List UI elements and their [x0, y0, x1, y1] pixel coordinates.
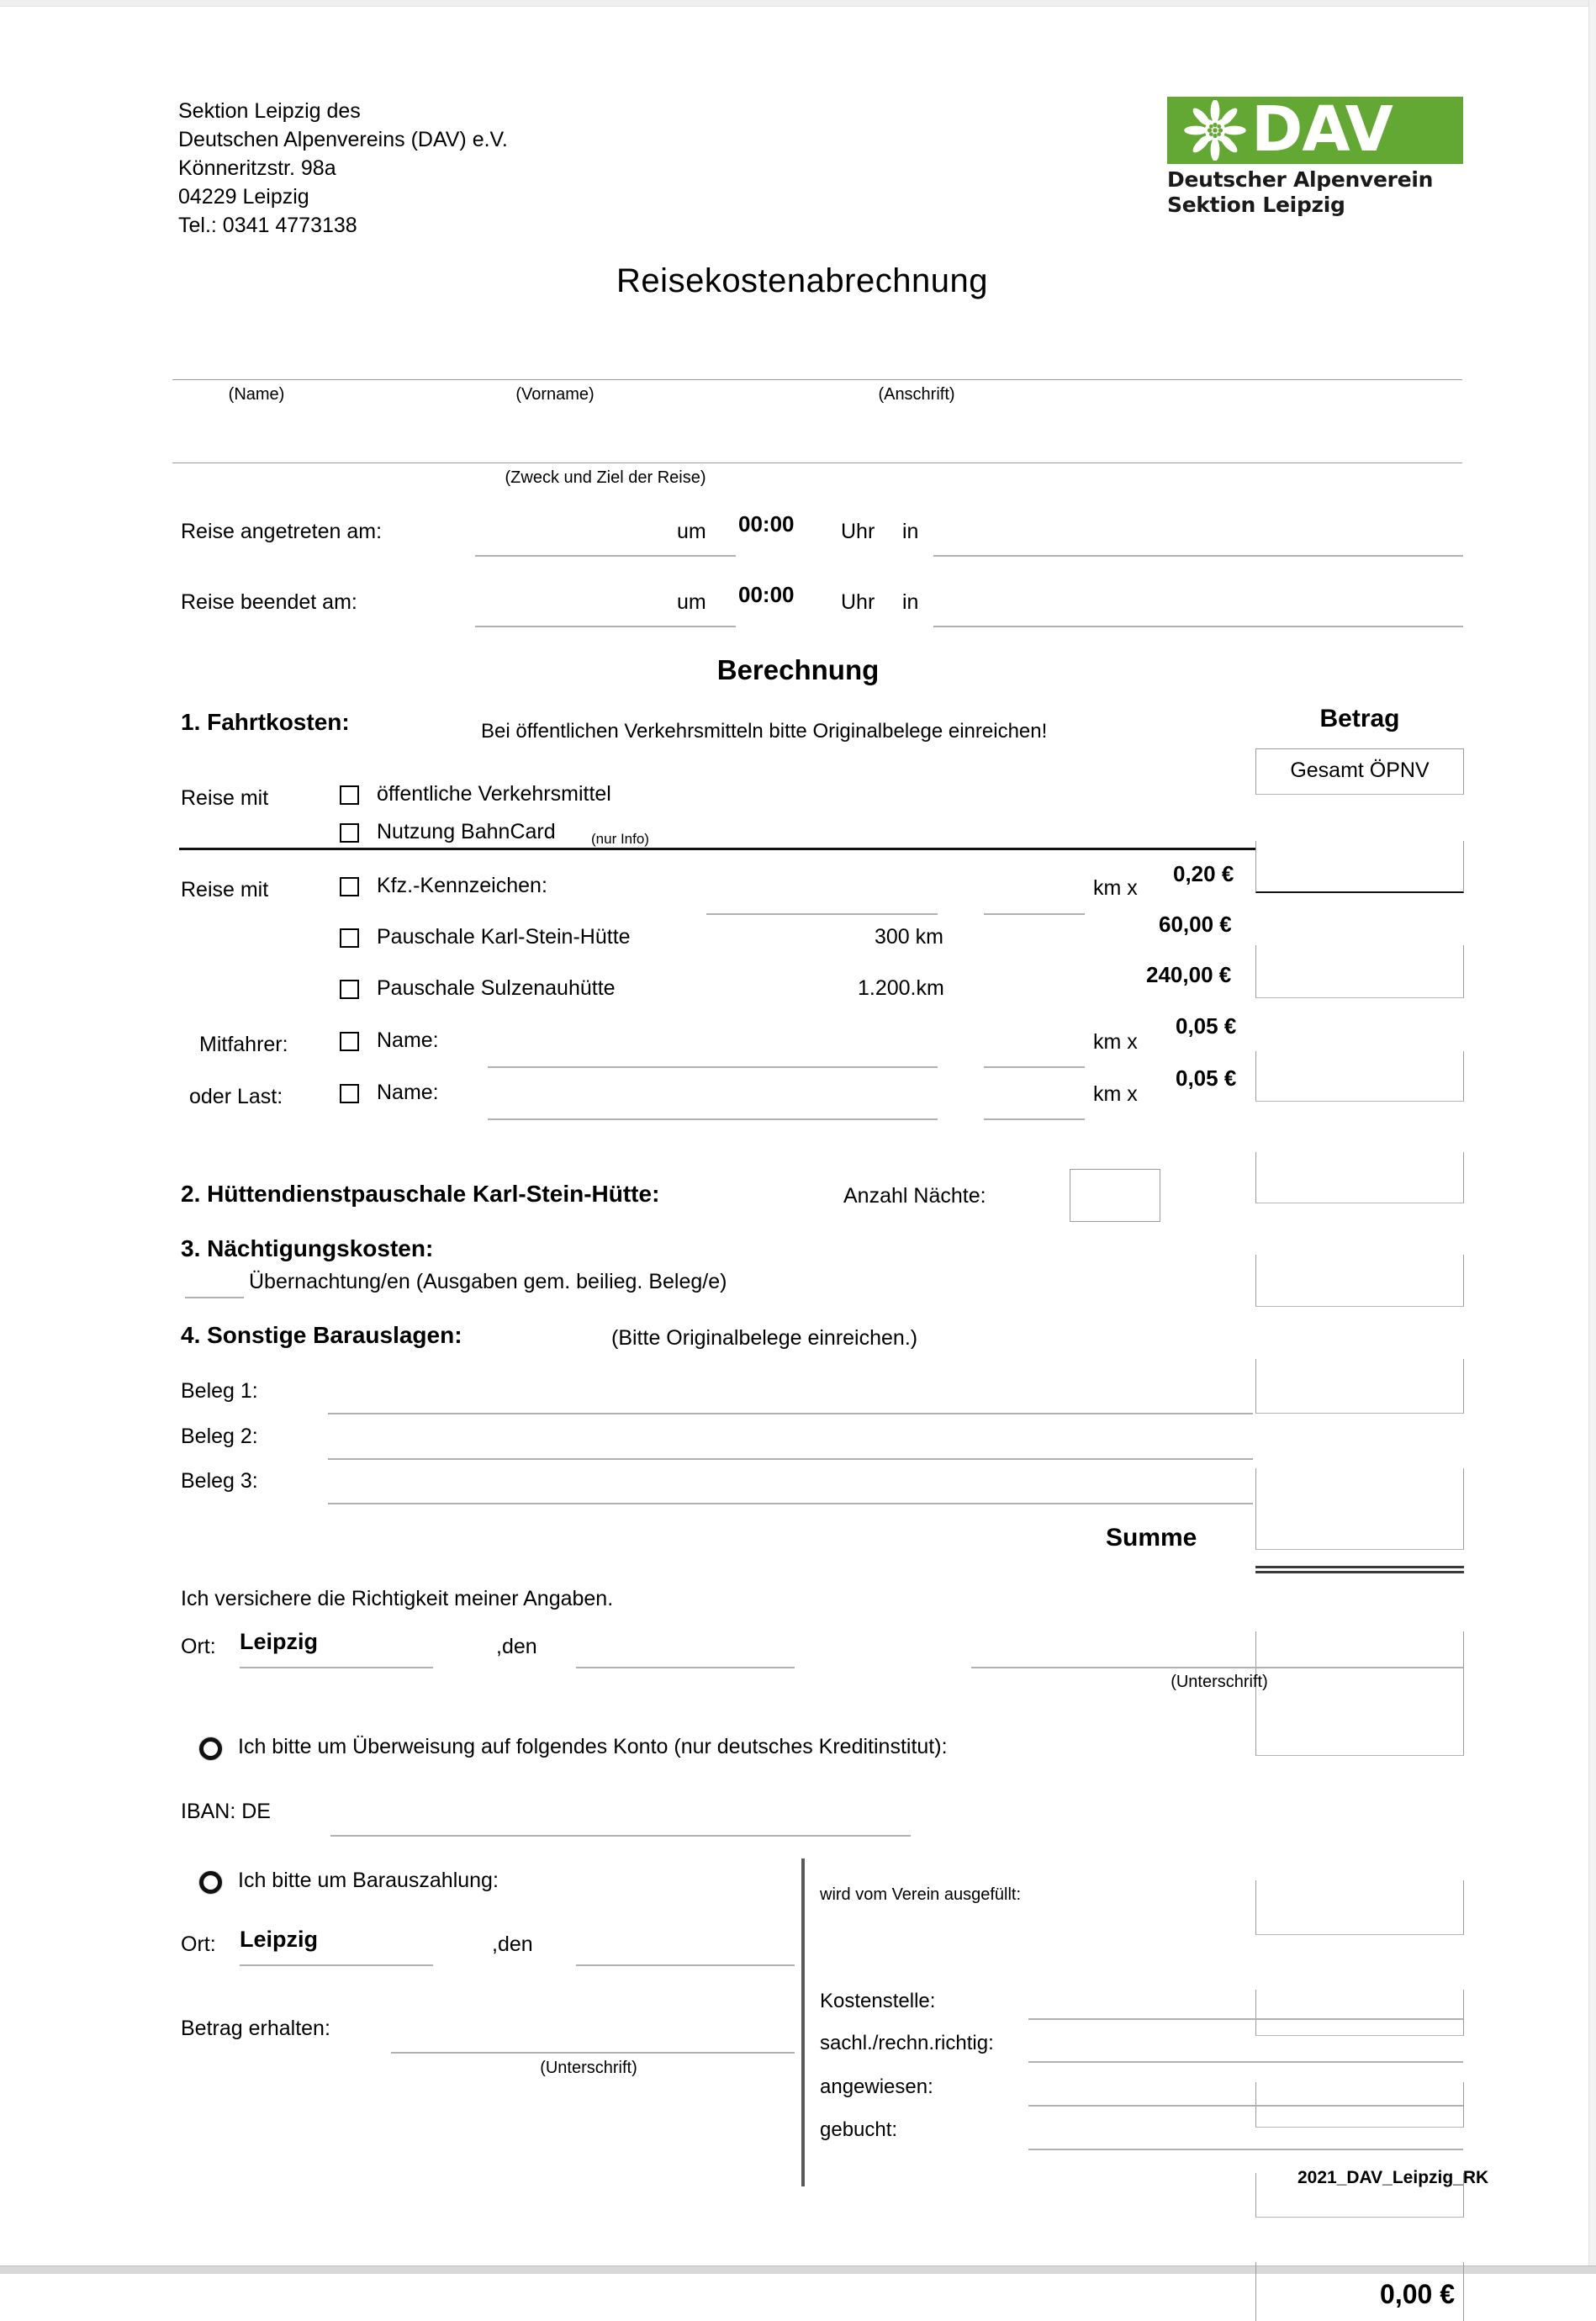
sender-address-block	[178, 97, 508, 240]
sign1-signature-underline	[971, 1667, 1463, 1668]
checkbox-nutzung-bahncard[interactable]	[340, 823, 359, 843]
purpose-caption: (Zweck und Ziel der Reise)	[505, 468, 706, 487]
naechtigung-count-underline	[185, 1297, 244, 1298]
sender-line-4: 04229 Leipzig	[178, 185, 309, 209]
betrag-cell-sulzenauhuette[interactable]	[1255, 1152, 1464, 1203]
kfz-field-underline	[706, 913, 938, 915]
payment-transfer-label: Ich bitte um Überweisung auf folgendes Konto (nur deutsches Kreditinstitut):	[238, 1735, 948, 1758]
mitfahrer-km-underline	[984, 1066, 1085, 1068]
beleg-2-input[interactable]	[328, 1425, 1253, 1457]
row-oder-last-kmx: km x	[1093, 1082, 1138, 1106]
oder-last-km-underline	[984, 1118, 1085, 1120]
beleg-2-label: Beleg 2:	[181, 1425, 258, 1448]
iban-underline	[330, 1835, 911, 1837]
name-input[interactable]	[172, 349, 441, 378]
betrag-cell-huettendienstpauschale[interactable]	[1255, 1468, 1464, 1550]
row-bahncard-label: Nutzung BahnCard	[377, 820, 556, 843]
anzahl-naechte-label: Anzahl Nächte:	[843, 1184, 986, 1208]
trip-end-in-label: in	[902, 590, 919, 614]
beleg-3-label: Beleg 3:	[181, 1469, 258, 1493]
row-karl-stein-rate: 60,00 €	[1159, 912, 1232, 937]
row-oder-last-lead: oder Last:	[189, 1085, 283, 1108]
sign1-ort-label: Ort:	[181, 1635, 216, 1658]
sign1-den-input[interactable]	[576, 1635, 795, 1665]
row-sulzenau-km: 1.200.km	[858, 976, 944, 1000]
office-underline-sachlich-richtig	[1028, 2061, 1463, 2063]
page-right-band	[1588, 0, 1596, 2274]
betrag-cell-oder-last[interactable]	[1255, 1359, 1464, 1414]
trip-end-label: Reise beendet am:	[181, 590, 357, 614]
oder-last-name-input[interactable]	[488, 1085, 938, 1117]
row-kfz-rate: 0,20 €	[1173, 861, 1234, 886]
footer-form-code: 2021_DAV_Leipzig_RK	[1297, 2168, 1489, 2187]
gesamt-oepnv-label: Gesamt ÖPNV	[1290, 759, 1430, 782]
beleg-1-input[interactable]	[328, 1379, 1253, 1411]
sign1-den-label: ,den	[496, 1635, 537, 1658]
anzahl-naechte-input[interactable]	[1070, 1169, 1160, 1222]
office-input-angewiesen[interactable]	[1028, 2073, 1463, 2103]
sign1-den-underline	[576, 1667, 795, 1668]
trip-start-label: Reise angetreten am:	[181, 520, 383, 543]
name-row-rule	[172, 379, 1462, 380]
betrag-cell-summe	[1255, 2262, 1464, 2321]
dav-logo-subtitle-1: Deutscher Alpenverein	[1167, 167, 1434, 192]
row-oder-last-rate: 0,05 €	[1176, 1065, 1237, 1091]
dav-logo-mark	[1167, 93, 1463, 166]
office-label-sachlich-richtig: sachl./rechn.richtig:	[820, 2032, 994, 2054]
section-4-note: (Bitte Originalbelege einreichen.)	[611, 1326, 918, 1350]
office-heading: wird vom Verein ausgefüllt:	[820, 1885, 1022, 1904]
radio-ueberweisung[interactable]	[199, 1737, 222, 1760]
sign1-ort-value[interactable]: Leipzig	[240, 1629, 318, 1654]
trip-end-uhr-label: Uhr	[841, 590, 875, 614]
row-kfz-lead: Reise mit	[181, 878, 269, 901]
sign2-received-underline	[391, 2052, 795, 2054]
section-3-title: 3. Nächtigungskosten:	[181, 1235, 434, 1261]
trip-start-uhr-label: Uhr	[841, 520, 875, 543]
calculation-heading: Berechnung	[716, 654, 880, 685]
beleg-3-input[interactable]	[328, 1469, 1253, 1501]
section-1-title: 1. Fahrtkosten:	[181, 709, 350, 735]
sign2-ort-value[interactable]: Leipzig	[240, 1927, 318, 1952]
office-underline-gebucht	[1028, 2149, 1463, 2150]
iban-label: IBAN: DE	[181, 1800, 271, 1823]
betrag-cell-kfz[interactable]	[1255, 945, 1464, 998]
page-title	[0, 262, 1596, 300]
row-mitfahrer-lead: Mitfahrer:	[199, 1033, 288, 1056]
sign2-ort-underline	[240, 1964, 433, 1966]
sign2-ort-label: Ort:	[181, 1932, 216, 1956]
section-1-note: Bei öffentlichen Verkehrsmitteln bitte Originalbelege einreichen!	[481, 720, 1048, 743]
dav-logo-subtitle-2: Sektion Leipzig	[1167, 193, 1345, 217]
naechtigung-count-input[interactable]	[185, 1266, 244, 1296]
trip-start-place-underline	[933, 555, 1463, 557]
office-block-divider	[801, 1858, 805, 2186]
office-input-kostenstelle[interactable]	[1028, 1986, 1463, 2017]
mitfahrer-name-input[interactable]	[488, 1033, 938, 1065]
edelweiss-icon	[1184, 100, 1246, 161]
declaration-text: Ich versichere die Richtigkeit meiner Angaben.	[181, 1587, 614, 1610]
trip-start-time-value[interactable]: 00:00	[738, 511, 795, 537]
oder-last-km-input[interactable]	[984, 1085, 1085, 1117]
row-kfz-label: Kfz.-Kennzeichen:	[377, 874, 547, 897]
fahrtkosten-divider	[179, 848, 1255, 850]
checkbox-pauschale-karl-stein-huette[interactable]	[340, 928, 359, 948]
vorname-caption: (Vorname)	[515, 385, 595, 404]
mitfahrer-name-underline	[488, 1066, 938, 1068]
office-input-sachlich-richtig[interactable]	[1028, 2029, 1463, 2059]
vorname-input[interactable]	[471, 349, 774, 378]
row-mitfahrer-label: Name:	[377, 1028, 439, 1052]
kfz-kennzeichen-input[interactable]	[706, 880, 938, 912]
sender-line-1: Sektion Leipzig des	[178, 99, 361, 123]
office-label-angewiesen: angewiesen:	[820, 2075, 933, 2098]
oder-last-name-underline	[488, 1118, 938, 1120]
sign2-signature-caption: (Unterschrift)	[540, 2059, 637, 2077]
row-oepnv-lead: Reise mit	[181, 786, 269, 810]
trip-end-place-input[interactable]	[938, 592, 1459, 624]
trip-end-place-underline	[933, 626, 1463, 627]
page-top-band	[0, 0, 1596, 7]
betrag-cell-karl-stein-huette[interactable]	[1255, 1051, 1464, 1102]
sign1-ort-underline	[240, 1667, 433, 1668]
mitfahrer-km-input[interactable]	[984, 1033, 1085, 1065]
section-3-text: Übernachtung/en (Ausgaben gem. beilieg. Beleg/e)	[249, 1270, 727, 1293]
row-mitfahrer-rate: 0,05 €	[1176, 1013, 1237, 1039]
payment-cash-label: Ich bitte um Barauszahlung:	[238, 1869, 499, 1892]
dav-logo	[1167, 93, 1470, 218]
beleg-3-underline	[328, 1503, 1253, 1504]
row-oder-last-label: Name:	[377, 1081, 439, 1104]
sign2-den-underline	[576, 1964, 795, 1966]
kfz-km-underline	[984, 913, 1085, 915]
page-title-text: Reisekostenabrechnung	[616, 262, 988, 299]
trip-end-um-label: um	[677, 590, 706, 614]
sender-line-3: Könneritzstr. 98a	[178, 156, 336, 180]
summe-value: 0,00 €	[1380, 2279, 1455, 2309]
row-oepnv-label: öffentliche Verkehrsmittel	[377, 782, 611, 806]
section-4-title: 4. Sonstige Barauslagen:	[181, 1322, 462, 1348]
sign1-signature-caption: (Unterschrift)	[1171, 1673, 1268, 1691]
checkbox-mitfahrer[interactable]	[340, 1032, 359, 1051]
row-karl-stein-km: 300 km	[875, 925, 943, 949]
office-underline-angewiesen	[1028, 2105, 1463, 2107]
trip-start-um-label: um	[677, 520, 706, 543]
summe-double-rule	[1255, 1566, 1464, 1573]
trip-start-place-input[interactable]	[938, 521, 1459, 553]
anschrift-caption: (Anschrift)	[878, 385, 955, 404]
trip-start-date-underline	[475, 555, 736, 557]
kfz-km-input[interactable]	[984, 880, 1085, 912]
sign2-received-label: Betrag erhalten:	[181, 2017, 330, 2040]
row-bahncard-suffix: (nur Info)	[591, 831, 649, 847]
office-label-gebucht: gebucht:	[820, 2118, 898, 2141]
checkbox-oeffentliche-verkehrsmittel[interactable]	[340, 785, 359, 805]
row-sulzenau-rate: 240,00 €	[1146, 962, 1232, 987]
checkbox-pauschale-sulzenauhuette[interactable]	[340, 980, 359, 999]
radio-barauszahlung[interactable]	[199, 1871, 222, 1894]
row-mitfahrer-kmx: km x	[1093, 1030, 1138, 1054]
trip-end-time-value[interactable]: 00:00	[738, 582, 795, 607]
sign1-signature-input[interactable]	[971, 1635, 1463, 1665]
summe-label: Summe	[1106, 1524, 1197, 1552]
sender-line-2: Deutschen Alpenvereins (DAV) e.V.	[178, 128, 508, 151]
row-karl-stein-label: Pauschale Karl-Stein-Hütte	[377, 925, 631, 949]
sign2-den-input[interactable]	[576, 1932, 795, 1963]
checkbox-oder-last[interactable]	[340, 1084, 359, 1103]
row-kfz-kmx: km x	[1093, 876, 1138, 900]
iban-input[interactable]	[330, 1801, 911, 1833]
betrag-cell-oepnv[interactable]	[1255, 841, 1464, 893]
anschrift-input[interactable]	[832, 349, 1455, 378]
office-label-kostenstelle: Kostenstelle:	[820, 1990, 936, 2012]
sign2-received-input[interactable]	[391, 2018, 795, 2050]
dav-logo-text: DAV	[1251, 93, 1393, 166]
betrag-cell-mitfahrer[interactable]	[1255, 1255, 1464, 1307]
betrag-cell-sonstige-spacer	[1255, 1880, 1464, 1935]
sender-line-5: Tel.: 0341 4773138	[178, 214, 357, 237]
row-sulzenau-label: Pauschale Sulzenauhütte	[377, 976, 616, 1000]
office-input-gebucht[interactable]	[1028, 2117, 1463, 2147]
beleg-2-underline	[328, 1458, 1253, 1460]
trip-start-in-label: in	[902, 520, 919, 543]
beleg-1-label: Beleg 1:	[181, 1379, 258, 1403]
purpose-input[interactable]	[172, 431, 1462, 461]
beleg-1-underline	[328, 1413, 1253, 1414]
betrag-column-header: Betrag	[1319, 705, 1400, 732]
betrag-cell-oepnv-header	[1255, 748, 1464, 795]
name-caption: (Name)	[228, 385, 285, 404]
office-underline-kostenstelle	[1028, 2018, 1463, 2020]
trip-end-date-underline	[475, 626, 736, 627]
checkbox-kfz-kennzeichen[interactable]	[340, 877, 359, 896]
section-2-title: 2. Hüttendienstpauschale Karl-Stein-Hütte:	[181, 1181, 660, 1207]
sign2-den-label: ,den	[492, 1932, 533, 1956]
